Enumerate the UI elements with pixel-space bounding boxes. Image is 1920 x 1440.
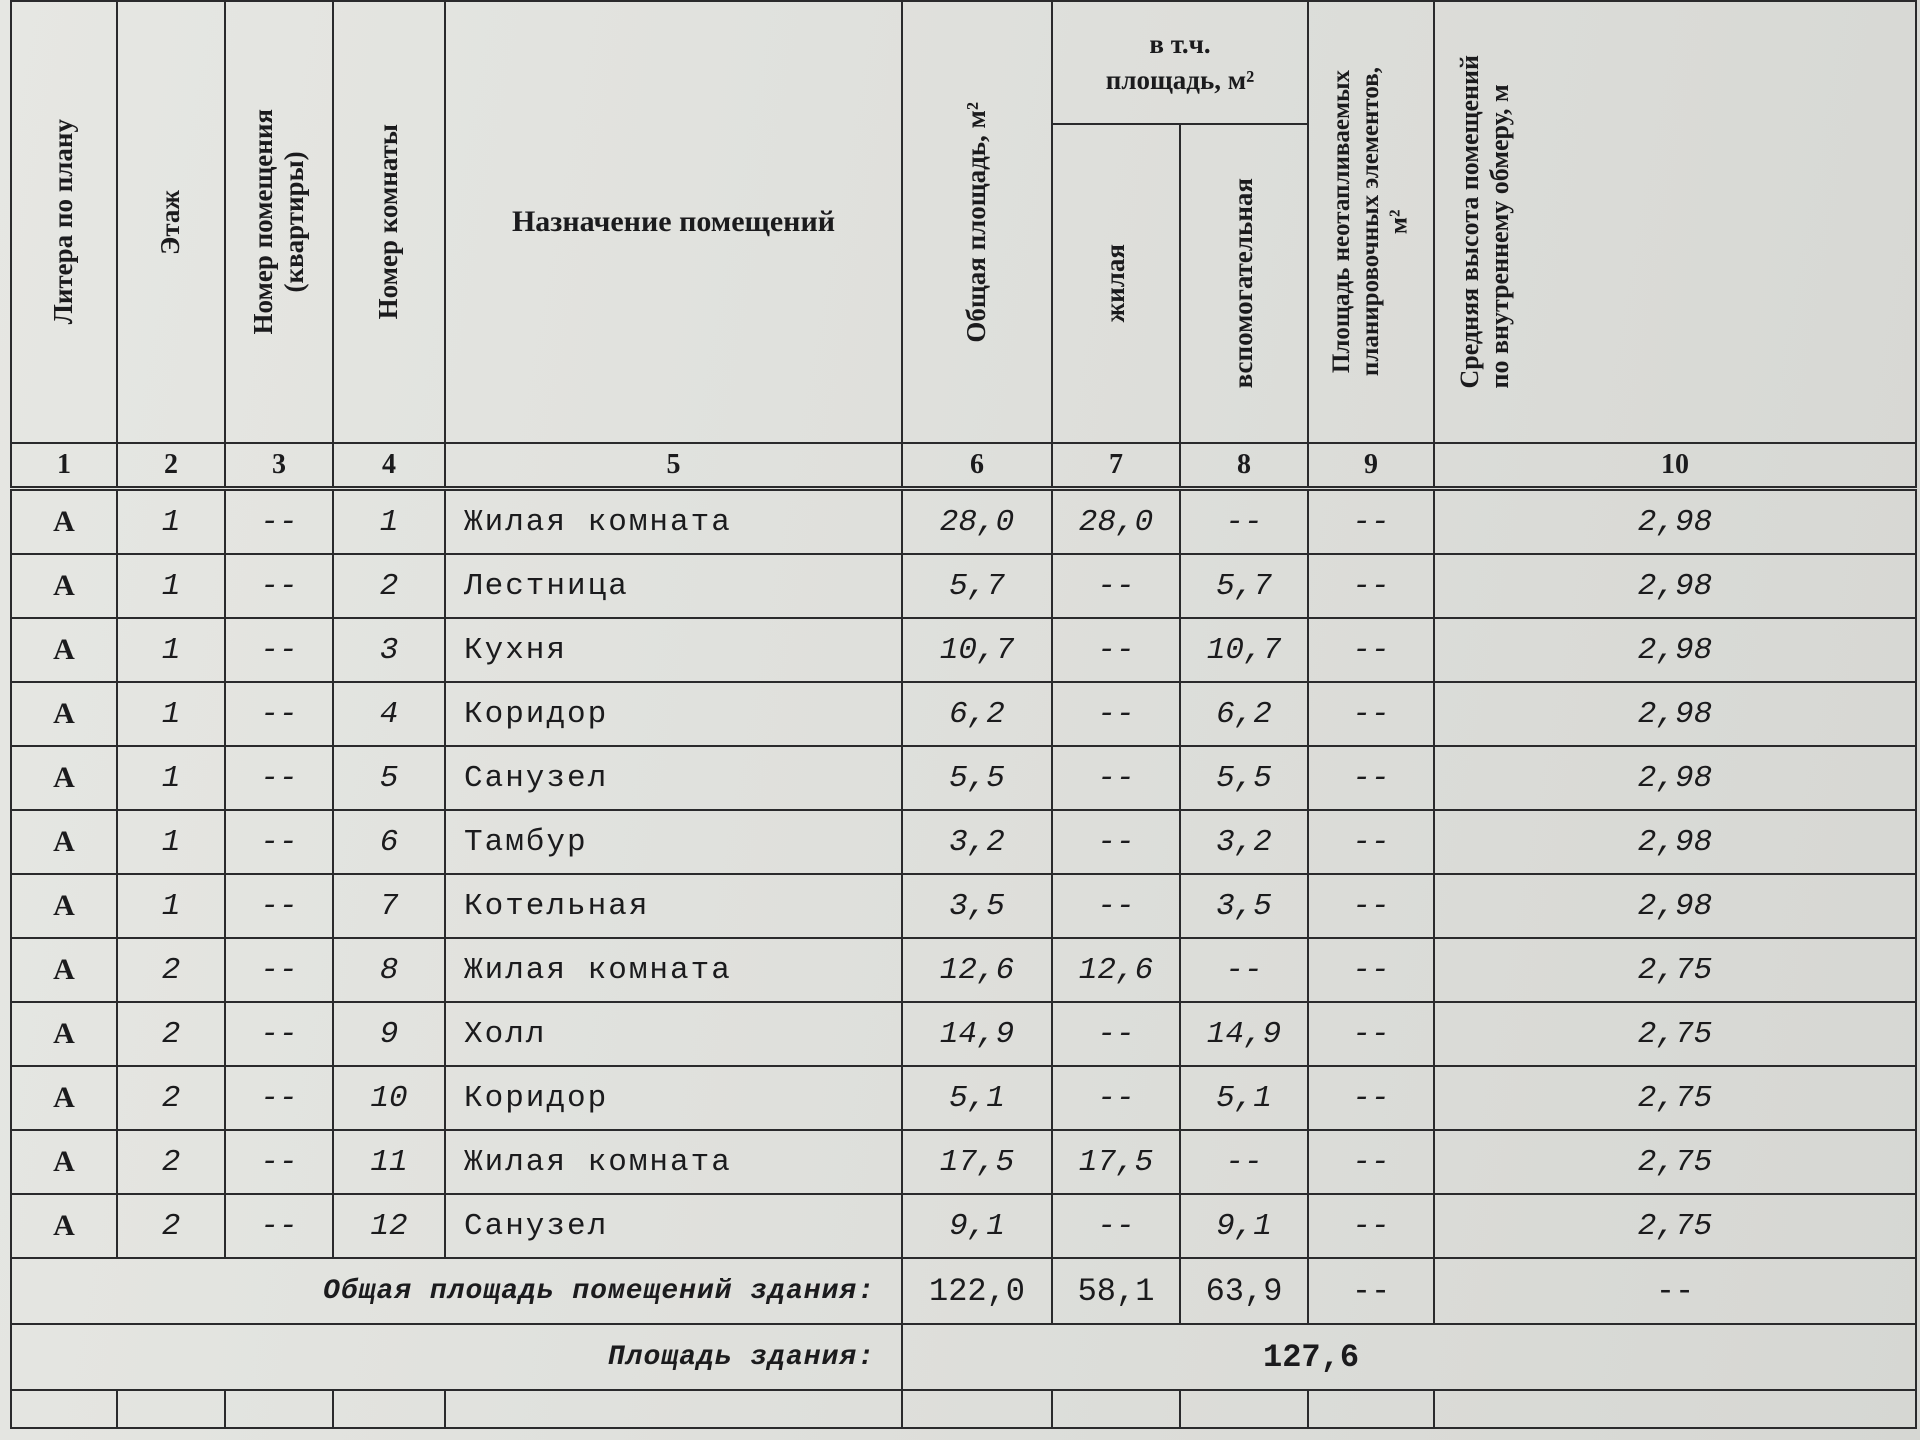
table-row	[11, 1130, 1916, 1194]
cell-height: 2,98	[1434, 554, 1916, 618]
cell-aux: 5,1	[1180, 1066, 1308, 1130]
empty-cell	[1434, 1390, 1916, 1428]
cell-litera: А	[11, 1002, 117, 1066]
empty-cell	[1052, 1390, 1180, 1428]
cell-total: 9,1	[902, 1194, 1052, 1258]
totals-height: --	[1434, 1258, 1916, 1324]
explication-table	[10, 0, 1917, 1429]
cell-aux: 9,1	[1180, 1194, 1308, 1258]
column-number: 10	[1434, 443, 1916, 489]
empty-cell	[445, 1390, 902, 1428]
cell-unheated: --	[1308, 489, 1434, 555]
column-number: 5	[445, 443, 902, 489]
cell-purpose: Кухня	[445, 618, 902, 682]
cell-height: 2,98	[1434, 746, 1916, 810]
cell-purpose: Тамбур	[445, 810, 902, 874]
cell-unheated: --	[1308, 1194, 1434, 1258]
cell-height: 2,98	[1434, 489, 1916, 555]
building-area-label: Площадь здания:	[11, 1324, 902, 1390]
cell-height: 2,75	[1434, 1002, 1916, 1066]
empty-cell	[225, 1390, 333, 1428]
header-room-number: Номер комнаты	[333, 1, 445, 443]
cell-unheated: --	[1308, 1002, 1434, 1066]
cell-room: 10	[333, 1066, 445, 1130]
cell-purpose: Санузел	[445, 1194, 902, 1258]
cell-aux: 10,7	[1180, 618, 1308, 682]
cell-litera: А	[11, 1130, 117, 1194]
cell-room: 1	[333, 489, 445, 555]
cell-floor: 2	[117, 1194, 225, 1258]
cell-purpose: Лестница	[445, 554, 902, 618]
column-number: 9	[1308, 443, 1434, 489]
cell-room: 6	[333, 810, 445, 874]
cell-total: 6,2	[902, 682, 1052, 746]
totals-row	[11, 1258, 1916, 1324]
cell-floor: 1	[117, 618, 225, 682]
cell-purpose: Коридор	[445, 1066, 902, 1130]
cell-height: 2,75	[1434, 938, 1916, 1002]
header-litera: Литера по плану	[11, 1, 117, 443]
cell-apt: --	[225, 554, 333, 618]
cell-purpose: Котельная	[445, 874, 902, 938]
column-number: 3	[225, 443, 333, 489]
totals-total-area: 122,0	[902, 1258, 1052, 1324]
cell-unheated: --	[1308, 1130, 1434, 1194]
cell-height: 2,98	[1434, 874, 1916, 938]
header-average-height: Средняя высота помещений по внутреннему обмеру, м	[1434, 1, 1916, 443]
table-row	[11, 1194, 1916, 1258]
cell-floor: 1	[117, 810, 225, 874]
cell-room: 9	[333, 1002, 445, 1066]
cell-floor: 1	[117, 874, 225, 938]
cell-unheated: --	[1308, 874, 1434, 938]
cell-unheated: --	[1308, 554, 1434, 618]
cell-height: 2,98	[1434, 810, 1916, 874]
cell-living: --	[1052, 874, 1180, 938]
cell-floor: 2	[117, 1066, 225, 1130]
cell-apt: --	[225, 1130, 333, 1194]
cell-height: 2,75	[1434, 1194, 1916, 1258]
column-number: 2	[117, 443, 225, 489]
cell-purpose: Санузел	[445, 746, 902, 810]
table-row	[11, 618, 1916, 682]
cell-living: --	[1052, 746, 1180, 810]
cell-room: 11	[333, 1130, 445, 1194]
cell-living: 17,5	[1052, 1130, 1180, 1194]
cell-total: 3,2	[902, 810, 1052, 874]
header-unheated-area: Площадь неотапливаемых планировочных элементов, м²	[1308, 1, 1434, 443]
cell-total: 3,5	[902, 874, 1052, 938]
cell-height: 2,75	[1434, 1066, 1916, 1130]
cell-apt: --	[225, 1194, 333, 1258]
cell-litera: А	[11, 1194, 117, 1258]
column-number: 6	[902, 443, 1052, 489]
building-area-value: 127,6	[902, 1324, 1916, 1390]
header-floor: Этаж	[117, 1, 225, 443]
cell-aux: 3,2	[1180, 810, 1308, 874]
column-number: 7	[1052, 443, 1180, 489]
cell-living: 28,0	[1052, 489, 1180, 555]
cell-unheated: --	[1308, 938, 1434, 1002]
cell-apt: --	[225, 938, 333, 1002]
column-number: 1	[11, 443, 117, 489]
cell-aux: --	[1180, 489, 1308, 555]
cell-apt: --	[225, 1066, 333, 1130]
header-living-area: жилая	[1052, 124, 1180, 443]
cell-litera: А	[11, 1066, 117, 1130]
cell-litera: А	[11, 618, 117, 682]
cell-apt: --	[225, 746, 333, 810]
cell-floor: 2	[117, 1002, 225, 1066]
cell-total: 12,6	[902, 938, 1052, 1002]
cell-living: --	[1052, 1066, 1180, 1130]
table-row	[11, 682, 1916, 746]
cell-litera: А	[11, 489, 117, 555]
table-row	[11, 1002, 1916, 1066]
empty-cell	[333, 1390, 445, 1428]
header-purpose: Назначение помещений	[445, 1, 902, 443]
header-total-area: Общая площадь, м²	[902, 1, 1052, 443]
cell-floor: 1	[117, 682, 225, 746]
cell-total: 5,5	[902, 746, 1052, 810]
totals-living-area: 58,1	[1052, 1258, 1180, 1324]
cell-total: 14,9	[902, 1002, 1052, 1066]
cell-room: 12	[333, 1194, 445, 1258]
empty-cell	[902, 1390, 1052, 1428]
empty-row	[11, 1390, 1916, 1428]
cell-room: 4	[333, 682, 445, 746]
header-row-top	[11, 1, 1916, 124]
cell-apt: --	[225, 682, 333, 746]
header-auxiliary-area: вспомогательная	[1180, 124, 1308, 443]
cell-apt: --	[225, 489, 333, 555]
cell-purpose: Жилая комната	[445, 938, 902, 1002]
cell-purpose: Жилая комната	[445, 489, 902, 555]
cell-living: --	[1052, 618, 1180, 682]
table-row	[11, 810, 1916, 874]
column-numbers-row	[11, 443, 1916, 489]
cell-unheated: --	[1308, 682, 1434, 746]
cell-purpose: Жилая комната	[445, 1130, 902, 1194]
cell-apt: --	[225, 874, 333, 938]
cell-unheated: --	[1308, 1066, 1434, 1130]
table-row	[11, 938, 1916, 1002]
building-area-row	[11, 1324, 1916, 1390]
cell-litera: А	[11, 874, 117, 938]
cell-floor: 2	[117, 938, 225, 1002]
cell-aux: 5,7	[1180, 554, 1308, 618]
cell-aux: 5,5	[1180, 746, 1308, 810]
cell-living: --	[1052, 1194, 1180, 1258]
cell-living: --	[1052, 1002, 1180, 1066]
cell-height: 2,98	[1434, 682, 1916, 746]
cell-unheated: --	[1308, 810, 1434, 874]
cell-apt: --	[225, 810, 333, 874]
cell-litera: А	[11, 682, 117, 746]
table-row	[11, 746, 1916, 810]
table-row	[11, 554, 1916, 618]
cell-apt: --	[225, 618, 333, 682]
empty-cell	[1180, 1390, 1308, 1428]
cell-aux: 6,2	[1180, 682, 1308, 746]
cell-height: 2,98	[1434, 618, 1916, 682]
cell-aux: 14,9	[1180, 1002, 1308, 1066]
cell-living: --	[1052, 682, 1180, 746]
cell-aux: 3,5	[1180, 874, 1308, 938]
totals-auxiliary-area: 63,9	[1180, 1258, 1308, 1324]
cell-room: 8	[333, 938, 445, 1002]
cell-room: 5	[333, 746, 445, 810]
empty-cell	[11, 1390, 117, 1428]
table-row	[11, 489, 1916, 555]
cell-living: --	[1052, 810, 1180, 874]
cell-floor: 1	[117, 489, 225, 555]
cell-total: 17,5	[902, 1130, 1052, 1194]
column-number: 4	[333, 443, 445, 489]
header-including-area: в т.ч. площадь, м²	[1052, 1, 1308, 124]
cell-unheated: --	[1308, 746, 1434, 810]
cell-aux: --	[1180, 1130, 1308, 1194]
cell-room: 7	[333, 874, 445, 938]
cell-floor: 1	[117, 746, 225, 810]
cell-aux: --	[1180, 938, 1308, 1002]
cell-total: 10,7	[902, 618, 1052, 682]
table-row	[11, 1066, 1916, 1130]
cell-height: 2,75	[1434, 1130, 1916, 1194]
cell-apt: --	[225, 1002, 333, 1066]
totals-label: Общая площадь помещений здания:	[11, 1258, 902, 1324]
cell-total: 5,1	[902, 1066, 1052, 1130]
cell-purpose: Холл	[445, 1002, 902, 1066]
cell-total: 5,7	[902, 554, 1052, 618]
cell-living: 12,6	[1052, 938, 1180, 1002]
column-number: 8	[1180, 443, 1308, 489]
totals-unheated-area: --	[1308, 1258, 1434, 1324]
cell-room: 2	[333, 554, 445, 618]
empty-cell	[1308, 1390, 1434, 1428]
cell-living: --	[1052, 554, 1180, 618]
cell-litera: А	[11, 938, 117, 1002]
cell-total: 28,0	[902, 489, 1052, 555]
header-apartment-number: Номер помещения (квартиры)	[225, 1, 333, 443]
cell-litera: А	[11, 554, 117, 618]
cell-unheated: --	[1308, 618, 1434, 682]
empty-cell	[117, 1390, 225, 1428]
cell-purpose: Коридор	[445, 682, 902, 746]
cell-litera: А	[11, 810, 117, 874]
cell-room: 3	[333, 618, 445, 682]
cell-floor: 1	[117, 554, 225, 618]
cell-floor: 2	[117, 1130, 225, 1194]
table-row	[11, 874, 1916, 938]
cell-litera: А	[11, 746, 117, 810]
